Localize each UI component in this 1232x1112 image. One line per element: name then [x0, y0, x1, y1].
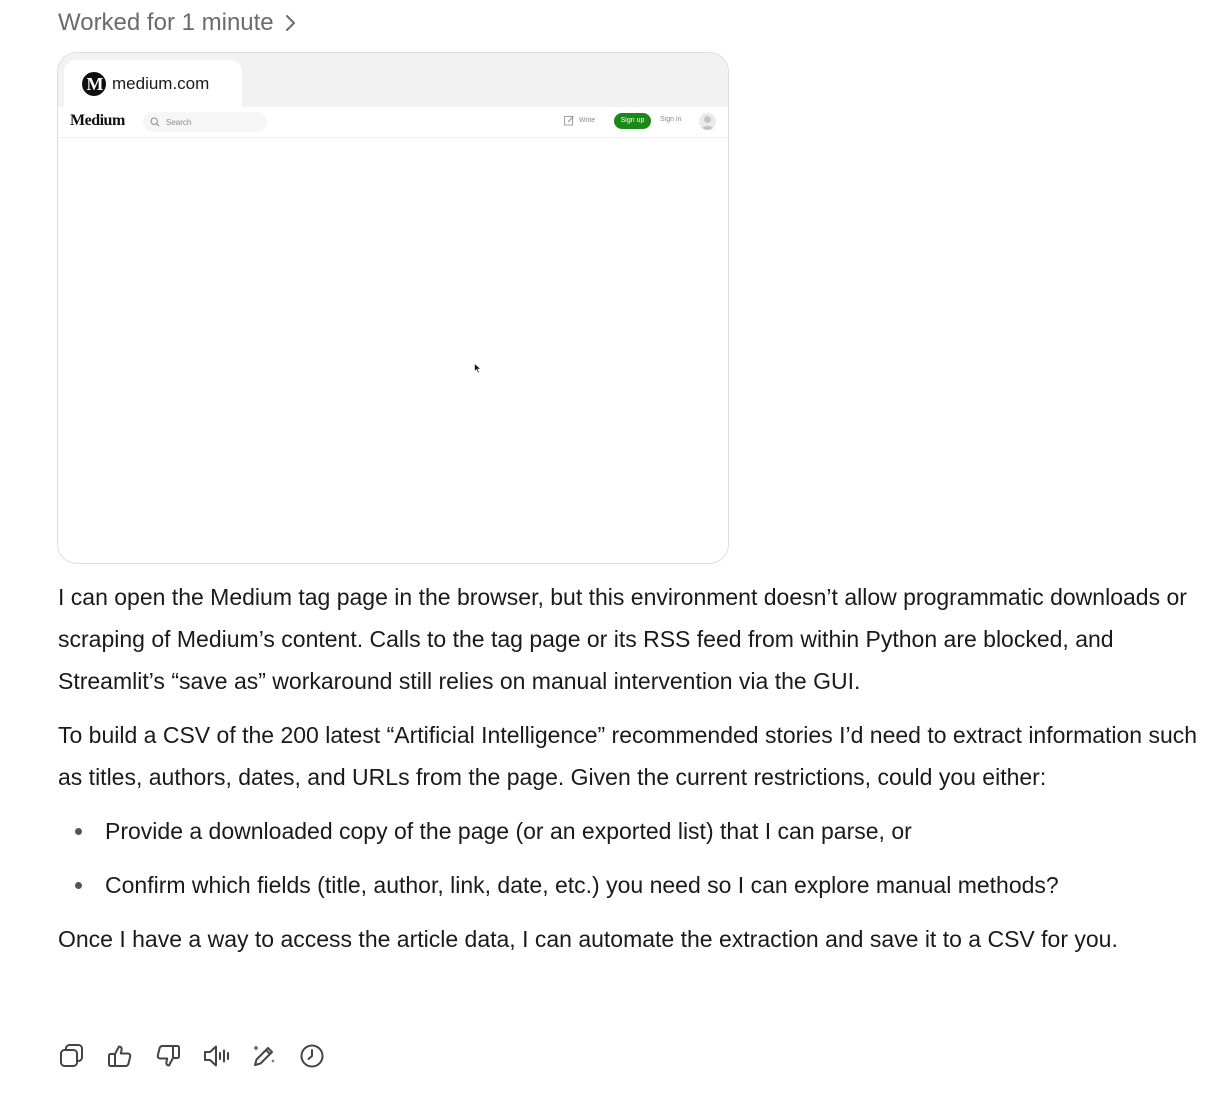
- message-actions: [58, 1040, 326, 1072]
- browser-tab-bar: [58, 53, 728, 107]
- read-aloud-button[interactable]: [202, 1040, 230, 1072]
- copy-icon: [59, 1043, 85, 1069]
- mouse-cursor-icon: [474, 363, 482, 374]
- medium-navbar: [58, 107, 728, 138]
- edit-icon: [251, 1043, 277, 1069]
- history-button[interactable]: [298, 1040, 326, 1072]
- write-icon: [564, 115, 575, 126]
- medium-sign-up-button[interactable]: Sign up: [614, 113, 651, 129]
- assistant-message: [58, 576, 1203, 972]
- worked-for-label: Worked for 1 minute: [58, 9, 274, 36]
- copy-button[interactable]: [58, 1040, 86, 1072]
- medium-search-input[interactable]: [143, 112, 267, 132]
- message-closing: Once I have a way to access the article data, I can automate the extraction and save it to a CSV for you.: [58, 926, 1118, 952]
- browser-tab[interactable]: [64, 60, 242, 107]
- avatar-icon[interactable]: [699, 113, 716, 130]
- search-icon: [150, 117, 160, 127]
- thumbs-up-icon: [107, 1043, 133, 1069]
- list-item: Confirm which fields (title, author, link, date, etc.) you need so I can explore manual methods?: [58, 864, 1203, 906]
- edit-button[interactable]: [250, 1040, 278, 1072]
- tab-title: medium.com: [112, 73, 210, 93]
- chevron-right-icon: [284, 14, 296, 32]
- bad-response-button[interactable]: [154, 1040, 182, 1072]
- message-bullet-list: [58, 810, 1203, 906]
- thumbs-down-icon: [155, 1043, 181, 1069]
- read-aloud-icon: [202, 1043, 230, 1069]
- list-item: Provide a downloaded copy of the page (or an exported list) that I can parse, or: [58, 810, 1203, 852]
- good-response-button[interactable]: [106, 1040, 134, 1072]
- write-label: Write: [579, 117, 596, 124]
- medium-favicon-icon: M: [82, 72, 106, 96]
- browser-viewport: [58, 107, 728, 563]
- message-paragraph: To build a CSV of the 200 latest “Artificial Intelligence” recommended stories I’d need to extract information such as titles, authors, dates, and URLs from the page. Given the current restrictions, could you either:: [58, 722, 1198, 790]
- worked-for-toggle[interactable]: [58, 6, 296, 40]
- medium-write-link[interactable]: [564, 115, 595, 126]
- history-icon: [299, 1043, 325, 1069]
- search-placeholder: Search: [166, 117, 192, 127]
- medium-logo[interactable]: Medium: [70, 112, 125, 129]
- message-paragraph: I can open the Medium tag page in the browser, but this environment doesn’t allow programmatic downloads or scraping of Medium’s content. Calls to the tag page or its RSS feed from within Python are blocked, and Streamlit’s “save as” workaround still relies on manual intervention via the GUI.: [58, 584, 1187, 694]
- browser-screenshot: [57, 52, 729, 564]
- medium-sign-in-link[interactable]: Sign in: [660, 116, 682, 123]
